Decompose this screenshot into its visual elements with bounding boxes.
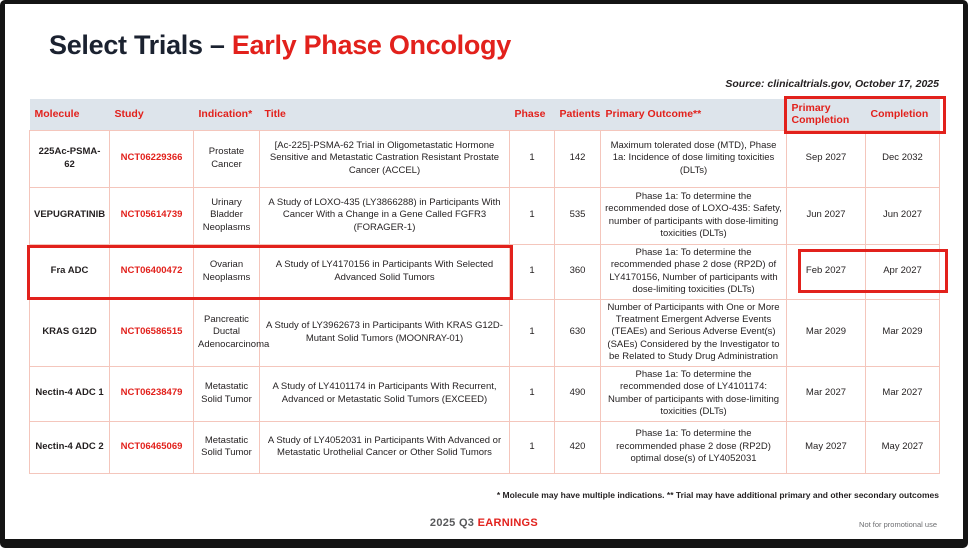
trial-title-cell: A Study of LY3962673 in Participants With KRAS G12D-Mutant Solid Tumors (MOONRAY-01) — [260, 299, 510, 366]
completion-cell: Mar 2027 — [866, 366, 940, 421]
nct-link[interactable]: NCT06465069 — [120, 440, 183, 452]
page-title-highlight: Early Phase Oncology — [231, 30, 511, 60]
col-header-primary-completion: Primary Completion — [787, 99, 866, 130]
completion-cell: Dec 2032 — [866, 130, 940, 187]
slide — [5, 4, 963, 539]
col-header-title: Title — [260, 99, 510, 130]
trials-table — [29, 99, 940, 474]
molecule-cell: 225Ac-PSMA-62 — [30, 130, 110, 187]
phase-cell: 1 — [510, 421, 555, 473]
indication-cell: Metastatic Solid Tumor — [194, 421, 260, 473]
table-row — [30, 130, 940, 187]
completion-cell: Jun 2027 — [866, 187, 940, 244]
study-cell — [110, 299, 194, 366]
indication-cell: Ovarian Neoplasms — [194, 244, 260, 299]
outcome-cell: Phase 1a: To determine the recommended dose of LOXO-435: Safety, number of participants with dose-limiting toxicities (DLTs) — [601, 187, 787, 244]
col-header-phase: Phase — [510, 99, 555, 130]
trial-title-cell: A Study of LY4052031 in Participants With Advanced or Metastatic Urothelial Cancer or Other Solid Tumors — [260, 421, 510, 473]
nct-link[interactable]: NCT06400472 — [120, 265, 183, 277]
phase-cell: 1 — [510, 187, 555, 244]
study-cell — [110, 366, 194, 421]
primary-completion-cell: May 2027 — [787, 421, 866, 473]
primary-completion-cell: Jun 2027 — [787, 187, 866, 244]
table-row-highlighted — [30, 244, 940, 299]
patients-cell: 630 — [555, 299, 601, 366]
col-header-primary-outcome: Primary Outcome** — [601, 99, 787, 130]
completion-cell: Mar 2029 — [866, 299, 940, 366]
col-header-indication: Indication* — [194, 99, 260, 130]
footer-earnings-label — [5, 517, 963, 529]
table-header-row — [30, 99, 940, 130]
phase-cell: 1 — [510, 130, 555, 187]
promotional-notice: Not for promotional use — [859, 520, 937, 529]
molecule-cell: Nectin-4 ADC 2 — [30, 421, 110, 473]
col-header-study: Study — [110, 99, 194, 130]
indication-cell: Pancreatic Ductal Adenocarcinoma — [194, 299, 260, 366]
molecule-cell: Fra ADC — [30, 244, 110, 299]
outcome-cell: Phase 1a: To determine the recommended phase 2 dose (RP2D) optimal dose(s) of LY4052031 — [601, 421, 787, 473]
nct-link[interactable]: NCT06238479 — [120, 387, 183, 399]
trial-title-cell: A Study of LOXO-435 (LY3866288) in Participants With Cancer With a Change in a Gene Called FGFR3 (FORAGER-1) — [260, 187, 510, 244]
patients-cell: 490 — [555, 366, 601, 421]
source-note: Source: clinicaltrials.gov, October 17, 2025 — [725, 78, 939, 90]
col-header-completion: Completion — [866, 99, 940, 130]
phase-cell: 1 — [510, 366, 555, 421]
indication-cell: Urinary Bladder Neoplasms — [194, 187, 260, 244]
molecule-cell: VEPUGRATINIB — [30, 187, 110, 244]
patients-cell: 360 — [555, 244, 601, 299]
primary-completion-cell: Sep 2027 — [787, 130, 866, 187]
patients-cell: 142 — [555, 130, 601, 187]
footnote: * Molecule may have multiple indications. ** Trial may have additional primary and other secondary outcomes — [496, 490, 939, 500]
completion-cell: May 2027 — [866, 421, 940, 473]
study-cell — [110, 421, 194, 473]
indication-cell: Metastatic Solid Tumor — [194, 366, 260, 421]
outcome-cell: Phase 1a: To determine the recommended phase 2 dose (RP2D) of LY4170156, Number of participants with dose-limiting toxicities (DLTs) — [601, 244, 787, 299]
col-header-molecule: Molecule — [30, 99, 110, 130]
table-row — [30, 299, 940, 366]
footer-brand: EARNINGS — [477, 517, 539, 529]
primary-completion-cell: Feb 2027 — [787, 244, 866, 299]
primary-completion-cell: Mar 2029 — [787, 299, 866, 366]
phase-cell: 1 — [510, 244, 555, 299]
molecule-cell: Nectin-4 ADC 1 — [30, 366, 110, 421]
outcome-cell: Number of Participants with One or More Treatment Emergent Adverse Events (TEAEs) and Serious Adverse Event(s) (SAEs) Considered by the Investigator to be Related to Study Drug Administration — [601, 299, 787, 366]
study-cell — [110, 130, 194, 187]
phase-cell: 1 — [510, 299, 555, 366]
trial-title-cell: A Study of LY4101174 in Participants With Recurrent, Advanced or Metastatic Solid Tumors (EXCEED) — [260, 366, 510, 421]
table-row — [30, 187, 940, 244]
nct-link[interactable]: NCT05614739 — [120, 209, 183, 221]
footer-period: 2025 Q3 — [429, 517, 475, 529]
indication-cell: Prostate Cancer — [194, 130, 260, 187]
col-header-patients: Patients — [555, 99, 601, 130]
outcome-cell: Phase 1a: To determine the recommended dose of LY4101174: Number of participants with dose-limiting toxicities (DLTs) — [601, 366, 787, 421]
page-title-prefix: Select Trials – — [49, 30, 232, 60]
primary-completion-cell: Mar 2027 — [787, 366, 866, 421]
patients-cell: 420 — [555, 421, 601, 473]
table-row — [30, 366, 940, 421]
outcome-cell: Maximum tolerated dose (MTD), Phase 1a: Incidence of dose limiting toxicities (DLTs) — [601, 130, 787, 187]
molecule-cell: KRAS G12D — [30, 299, 110, 366]
study-cell — [110, 244, 194, 299]
trial-title-cell: A Study of LY4170156 in Participants With Selected Advanced Solid Tumors — [260, 244, 510, 299]
patients-cell: 535 — [555, 187, 601, 244]
nct-link[interactable]: NCT06229366 — [120, 152, 183, 164]
page-title — [49, 30, 511, 61]
study-cell — [110, 187, 194, 244]
completion-cell: Apr 2027 — [866, 244, 940, 299]
nct-link[interactable]: NCT06586515 — [120, 326, 183, 338]
trial-title-cell: [Ac-225]-PSMA-62 Trial in Oligometastatic Hormone Sensitive and Metastatic Castration Resistant Prostate Cancer (ACCEL) — [260, 130, 510, 187]
table-row — [30, 421, 940, 473]
